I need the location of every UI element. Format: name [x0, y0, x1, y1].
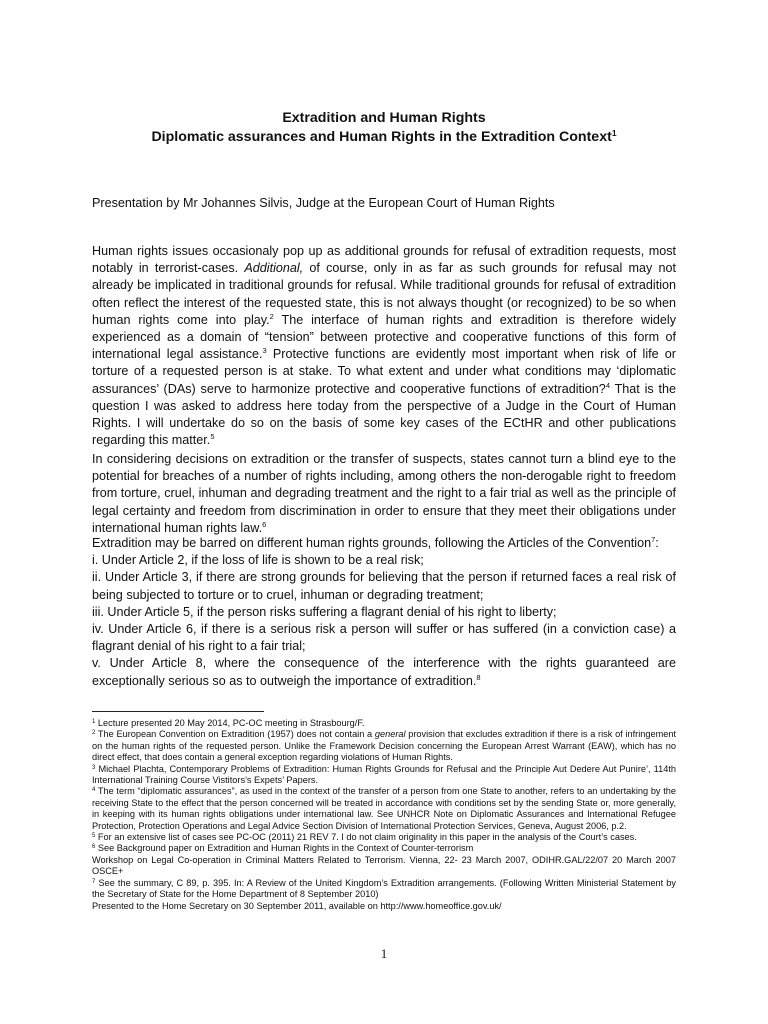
- footnote-4: [92, 786, 676, 832]
- footnote-5-text: For an extensive list of cases see PC-OC (2011) 21 REV 7. I do not claim originality in this paper in the analysis of the Court’s cases.: [95, 832, 637, 843]
- footnote-1-number: 1: [92, 719, 96, 725]
- paragraph-1-text-a: Human rights issues occasionaly pop up as additional grounds for refusal of extradition requests, most notably in terrorist-cases.: [92, 244, 676, 276]
- list-item-article-2: i. Under Article 2, if the loss of life is shown to be a real risk;: [92, 553, 424, 568]
- footnote-separator: [92, 711, 264, 712]
- footnote-2-number: 2: [92, 730, 96, 737]
- paragraph-3-intro-colon: :: [655, 536, 659, 550]
- footnote-ref-5[interactable]: 5: [210, 432, 215, 442]
- list-item-article-6: iv. Under Article 6, if there is a serious risk a person will suffer or has suffered (in a conviction case) a flagrant denial of his right to a fair trial;: [92, 622, 676, 654]
- footnote-7: [92, 878, 676, 901]
- footnote-6-continued: Workshop on Legal Co-operation in Criminal Matters Related to Terrorism. Vienna, 22- 23 March 2007, ODIHR.GAL/22/07 20 March 2007 OSCE+: [92, 854, 676, 877]
- list-item-article-5: iii. Under Article 5, if the person risks suffering a flagrant denial of his right to liberty;: [92, 604, 557, 619]
- footnote-7-continued: Presented to the Home Secretary on 30 September 2011, available on http://www.homeoffice.gov.uk/: [92, 900, 502, 911]
- paragraph-1-text-c: The interface of human rights and extradition is therefore widely experienced as a domain of “tension” between protective and cooperative functions of this form of international legal assistance.: [92, 312, 676, 362]
- footnote-4-number: 4: [92, 787, 96, 794]
- footnote-ref-8[interactable]: 8: [476, 672, 481, 682]
- footnote-ref-7[interactable]: 7: [651, 535, 656, 544]
- footnote-6-number: 6: [92, 844, 96, 851]
- paragraph-1-text-e: That is the question I was asked to address here today from the perspective of a Judge in the Court of Human Rights. I will undertake do so on the basis of some key cases of the ECtHR and other publications regarding this matter.: [92, 381, 676, 448]
- paragraph-3: [92, 535, 676, 690]
- footnote-ref-3[interactable]: 3: [262, 346, 267, 356]
- document-subtitle: [0, 128, 768, 146]
- footnote-3: [92, 764, 676, 787]
- footnote-2-text-a: The European Convention on Extradition (1957) does not contain a: [95, 729, 375, 740]
- paragraph-1-emphasis: Additional,: [244, 261, 304, 276]
- footnote-2: [92, 729, 676, 763]
- footnote-6: [92, 843, 676, 854]
- footnote-7-text: See the summary, C 89, p. 395. In: A Review of the United Kingdom’s Extradition arrangements. (Following Written Ministerial Statement by the Secretary of State for the Home Department of 8 September 2010): [92, 877, 676, 900]
- document-title: [0, 109, 768, 127]
- paragraph-1: [92, 243, 676, 449]
- footnote-5-number: 5: [92, 833, 96, 840]
- footnote-1-text: Lecture presented 20 May 2014, PC-OC meeting in Strasbourg/F.: [95, 718, 365, 728]
- title-line-2: Diplomatic assurances and Human Rights in the Extradition Context: [151, 129, 612, 145]
- footnote-4-text: The term “diplomatic assurances”, as used in the context of the transfer of a person from one State to another, refers to an undertaking by the receiving State to the effect that the person concerned will be treated in accordance with conditions set by the sending State or, more generally, in keeping with its human rights obligations under international law. See UNHCR Note on Diplomatic Assurances and International Refugee Protection, Protection Operations and Legal Advice Section Division of International Protection Services, Geneva, August 2006, p.2.: [92, 786, 676, 831]
- paragraph-3-intro: Extradition may be barred on different human rights grounds, following the Articles of the Convention: [92, 536, 652, 550]
- list-item-article-8: [92, 655, 676, 689]
- footnote-ref-6[interactable]: 6: [262, 519, 267, 529]
- page-number: 1: [380, 946, 388, 961]
- footnote-6-text: See Background paper on Extradition and Human Rights in the Context of Counter-terrorism: [95, 843, 474, 854]
- footnote-5: [92, 832, 676, 843]
- footnote-ref-1[interactable]: 1: [611, 128, 617, 138]
- footnote-ref-2[interactable]: 2: [269, 311, 274, 321]
- footnote-3-text: Michael Plachta, Contemporary Problems of Extradition: Human Rights Grounds for Refusal and the Principle Aut Dedere Aut Punire’, 114th International Training Course Vistitors’s Expets’ Papers.: [92, 763, 676, 786]
- footnote-3-number: 3: [92, 764, 96, 771]
- footnote-1: [92, 718, 676, 729]
- footnote-7-number: 7: [92, 878, 96, 885]
- paragraph-2-text: In considering decisions on extradition or the transfer of suspects, states cannot turn a blind eye to the potential for breaches of a number of rights including, among others the non-derogable right to freedom from torture, cruel, inhuman and degrading treatment and the right to a fair trial as well as the principle of legal certainty and freedom from discrimination in order to ensure that they meet their obligations under international human rights law.: [92, 452, 676, 535]
- presenter-line: Presentation by Mr Johannes Silvis, Judge at the European Court of Human Rights: [92, 196, 555, 210]
- paragraph-1-text-d: Protective functions are evidently most important when risk of life or torture of a requested person is at stake. To what extent and under what conditions may ‘diplomatic assurances’ (DAs) serve to harmonize protective and cooperative functions of extradition?: [92, 347, 676, 396]
- footnote-2-text-b: provision that excludes extradition if there is a risk of infringement on the human rights of the requested person. Unlike the Framework Decision concerning the European Arrest Warrant (EAW), which has no direct effect, that does contain a general exception regarding violations of Human Rights.: [92, 729, 677, 763]
- footnotes: [92, 718, 676, 912]
- footnote-2-emphasis: general: [374, 729, 406, 740]
- list-item-article-8-text: v. Under Article 8, where the consequence of the interference with the rights guaranteed are exceptionally serious so as to outweigh the importance of extradition.: [92, 656, 676, 688]
- paragraph-1-text-b: of course, only in as far as such grounds for refusal may not already be implicated in traditional grounds for refusal. While traditional grounds for refusal of extradition often reflect the interest of the requested state, this is not always thought (or recognized) to be so when human rights come into play.: [92, 261, 676, 327]
- paragraph-2: [92, 451, 676, 537]
- title-line-1: Extradition and Human Rights: [282, 110, 486, 126]
- footnote-ref-4[interactable]: 4: [605, 380, 610, 390]
- list-item-article-3: ii. Under Article 3, if there are strong grounds for believing that the person if returned faces a real risk of being subjected to torture or to cruel, inhuman or degrading treatment;: [92, 570, 676, 602]
